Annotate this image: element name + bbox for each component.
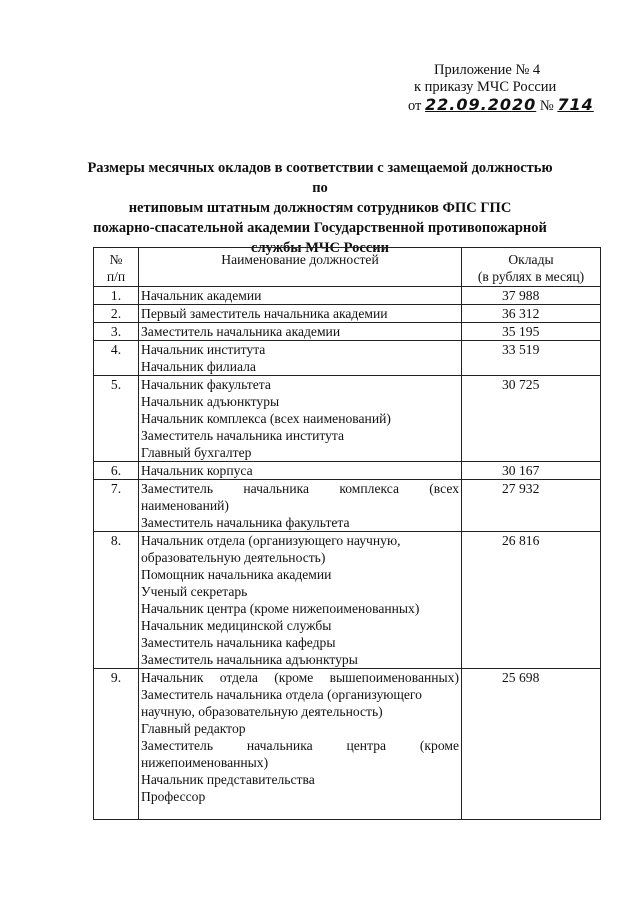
position-cell bbox=[139, 287, 462, 305]
row-number: 1. bbox=[94, 287, 139, 305]
salary-value: 25 698 bbox=[502, 670, 540, 685]
salary-value: 30 725 bbox=[502, 377, 540, 392]
appendix-date-line bbox=[408, 96, 618, 115]
header-num-line1: № bbox=[109, 252, 123, 267]
title-line-3: пожарно-спасательной академии Государственной противопожарной bbox=[93, 220, 547, 236]
position-cell bbox=[139, 480, 462, 532]
title-line-4: службы МЧС России bbox=[251, 240, 389, 256]
table-row bbox=[94, 323, 601, 341]
salary-cell bbox=[462, 480, 601, 532]
salary-cell bbox=[462, 287, 601, 305]
position-name: Помощник начальника академии bbox=[141, 567, 332, 582]
position-name: Первый заместитель начальника академии bbox=[141, 306, 388, 321]
position-name: Заместитель начальника отдела (организующего bbox=[141, 687, 422, 702]
position-name: Начальник адъюнктуры bbox=[141, 394, 280, 409]
position-cell bbox=[139, 341, 462, 376]
appendix-order-ref: к приказу МЧС России bbox=[414, 79, 557, 95]
position-cell bbox=[139, 532, 462, 669]
table-row bbox=[94, 669, 601, 820]
salary-cell bbox=[462, 323, 601, 341]
position-name: Главный редактор bbox=[141, 721, 246, 736]
salary-cell bbox=[462, 305, 601, 323]
position-name: Начальник факультета bbox=[141, 377, 271, 392]
appendix-title: Приложение № 4 bbox=[434, 62, 541, 78]
salary-cell bbox=[462, 376, 601, 462]
table-row bbox=[94, 532, 601, 669]
header-num bbox=[94, 248, 139, 287]
salary-cell bbox=[462, 462, 601, 480]
salary-value: 36 312 bbox=[502, 306, 540, 321]
position-name: Профессор bbox=[141, 789, 206, 804]
position-name: Заместитель начальника центра (кроме bbox=[141, 738, 459, 753]
handwritten-date: 22.09.2020 bbox=[425, 95, 537, 114]
salary-cell bbox=[462, 532, 601, 669]
header-salary-line2: (в рублях в месяц) bbox=[477, 269, 585, 284]
title-line-1: Размеры месячных окладов в соответствии с замещаемой должностью по bbox=[87, 160, 553, 196]
position-name: Ученый секретарь bbox=[141, 584, 248, 599]
position-name: Начальник корпуса bbox=[141, 463, 253, 478]
position-name: Заместитель начальника адъюнктуры bbox=[141, 652, 358, 667]
position-name: наименований) bbox=[141, 498, 229, 513]
row-number: 8. bbox=[94, 532, 139, 669]
salary-cell bbox=[462, 341, 601, 376]
position-name: Заместитель начальника комплекса (всех bbox=[141, 481, 459, 496]
position-name: нижепоименованных) bbox=[141, 755, 269, 770]
from-label: от bbox=[408, 98, 422, 114]
position-name: Начальник отдела (организующего научную, bbox=[141, 533, 401, 548]
position-name: образовательную деятельность) bbox=[141, 550, 326, 565]
position-cell bbox=[139, 669, 462, 820]
salary-value: 26 816 bbox=[502, 533, 540, 548]
position-name: Заместитель начальника академии bbox=[141, 324, 341, 339]
position-cell bbox=[139, 323, 462, 341]
position-name: Начальник представительства bbox=[141, 772, 315, 787]
row-number: 6. bbox=[94, 462, 139, 480]
row-number: 9. bbox=[94, 669, 139, 820]
row-number: 7. bbox=[94, 480, 139, 532]
salary-value: 37 988 bbox=[502, 288, 540, 303]
header-num-line2: п/п bbox=[106, 269, 126, 284]
table-header-row bbox=[94, 248, 601, 287]
row-number: 2. bbox=[94, 305, 139, 323]
position-name: Начальник академии bbox=[141, 288, 262, 303]
position-name: Начальник медицинской службы bbox=[141, 618, 332, 633]
position-name: Начальник центра (кроме нижепоименованных) bbox=[141, 601, 420, 616]
row-number: 5. bbox=[94, 376, 139, 462]
salary-value: 33 519 bbox=[502, 342, 540, 357]
appendix-block bbox=[408, 62, 618, 115]
table-row bbox=[94, 305, 601, 323]
position-cell bbox=[139, 462, 462, 480]
table-row bbox=[94, 376, 601, 462]
handwritten-number: 714 bbox=[557, 95, 594, 114]
number-label: № bbox=[539, 98, 554, 114]
table-row bbox=[94, 480, 601, 532]
table-row bbox=[94, 287, 601, 305]
row-number: 4. bbox=[94, 341, 139, 376]
row-number: 3. bbox=[94, 323, 139, 341]
header-salary bbox=[462, 248, 601, 287]
table-row bbox=[94, 462, 601, 480]
position-name: Заместитель начальника института bbox=[141, 428, 345, 443]
salary-cell bbox=[462, 669, 601, 820]
salary-value: 35 195 bbox=[502, 324, 540, 339]
salary-value: 30 167 bbox=[502, 463, 540, 478]
position-cell bbox=[139, 376, 462, 462]
table-row bbox=[94, 341, 601, 376]
salary-table bbox=[93, 247, 601, 820]
title-line-2: нетиповым штатным должностям сотрудников ФПС ГПС bbox=[128, 200, 512, 216]
position-name: Главный бухгалтер bbox=[141, 445, 252, 460]
position-name: Заместитель начальника факультета bbox=[141, 515, 350, 530]
header-position-text: Наименование должностей bbox=[221, 252, 379, 267]
position-name: Заместитель начальника кафедры bbox=[141, 635, 336, 650]
position-name: Начальник филиала bbox=[141, 359, 256, 374]
position-name: Начальник института bbox=[141, 342, 266, 357]
position-name: Начальник комплекса (всех наименований) bbox=[141, 411, 391, 426]
salary-value: 27 932 bbox=[502, 481, 540, 496]
position-cell bbox=[139, 305, 462, 323]
document-title bbox=[80, 158, 560, 258]
header-salary-line1: Оклады bbox=[508, 252, 554, 267]
header-position bbox=[139, 248, 462, 287]
position-name: Начальник отдела (кроме вышепоименованных) bbox=[141, 670, 459, 685]
position-name: научную, образовательную деятельность) bbox=[141, 704, 383, 719]
